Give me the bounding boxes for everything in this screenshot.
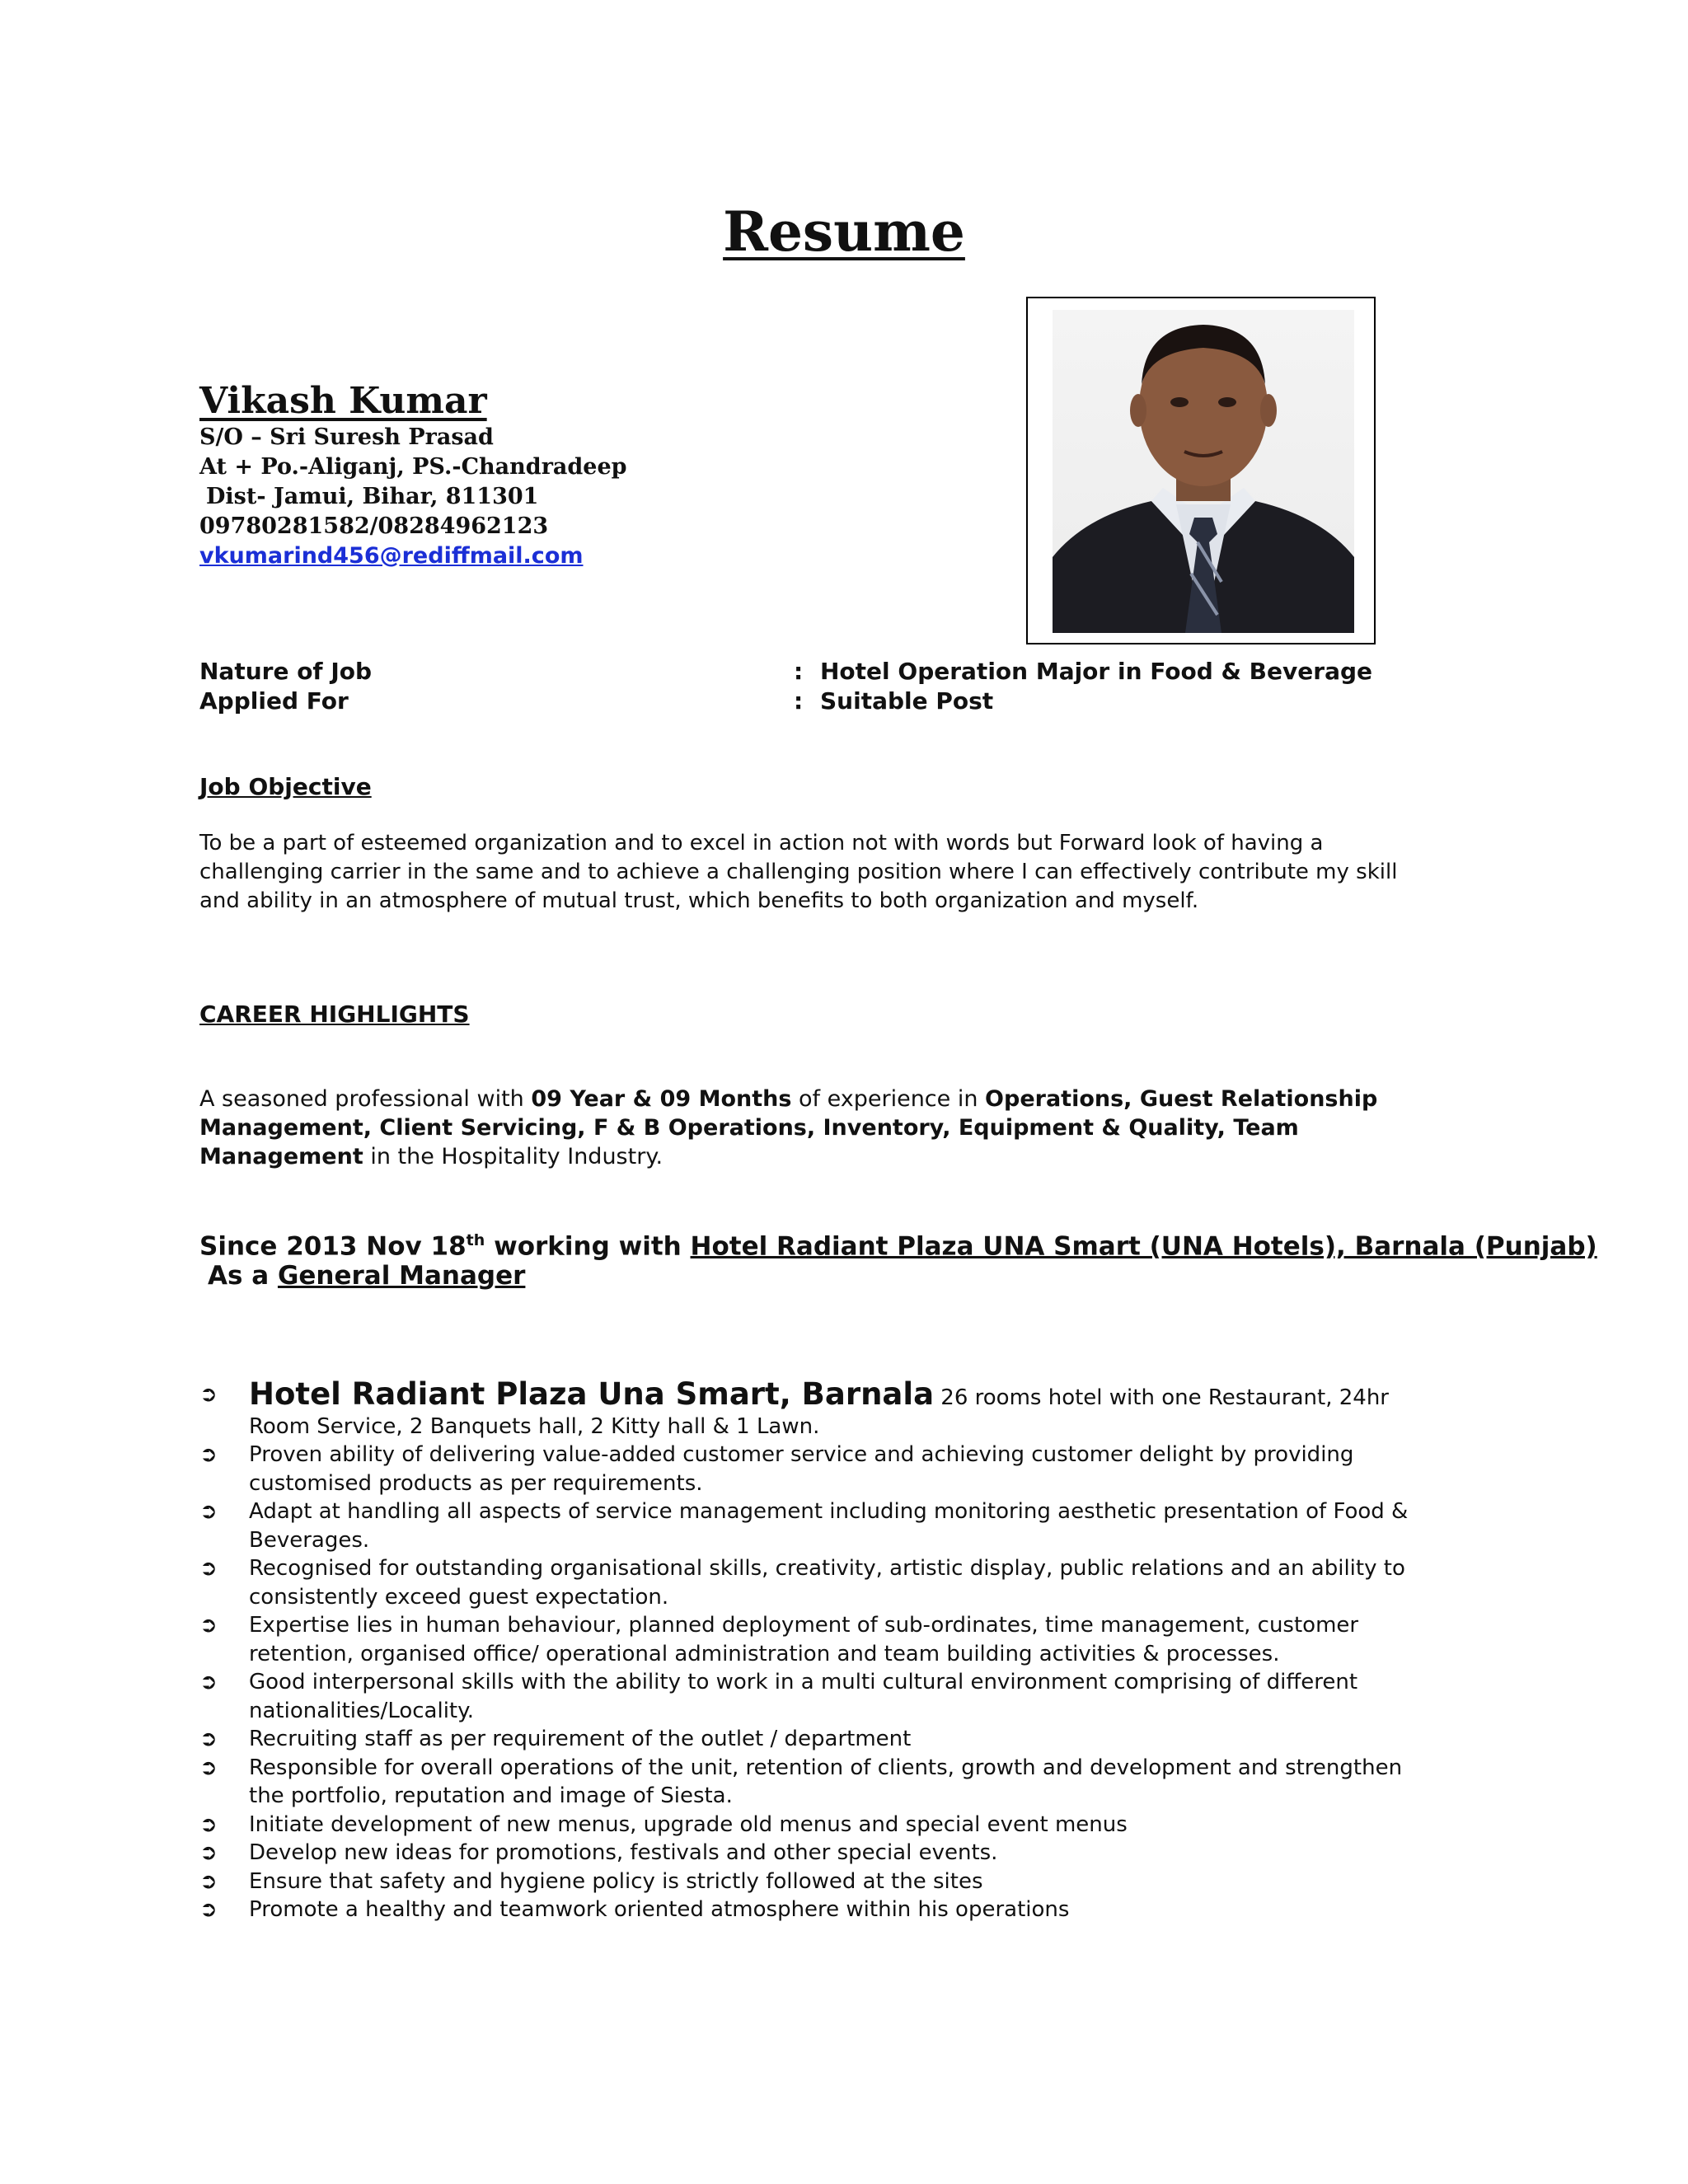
arrow-bullet-icon: ➲ [199, 1897, 218, 1922]
arrow-bullet-icon: ➲ [199, 1868, 218, 1894]
arrow-bullet-icon: ➲ [199, 1811, 218, 1837]
email-link[interactable]: vkumarind456@rediffmail.com [199, 542, 584, 569]
arrow-bullet-icon: ➲ [199, 1556, 218, 1581]
career-highlights-heading: CAREER HIGHLIGHTS [199, 1001, 470, 1028]
current-hotel: Hotel Radiant Plaza UNA Smart (UNA Hotels), Barnala (Punjab) [690, 1231, 1597, 1262]
field-value-applied-for: Suitable Post [820, 687, 994, 715]
arrow-bullet-icon: ➲ [199, 1613, 218, 1638]
list-item: ➲ Recruiting staff as per requirement of the outlet / department [199, 1725, 1428, 1754]
list-item: ➲ Expertise lies in human behaviour, planned deployment of sub-ordinates, time management, customer retention, organised office/ operational administration and team building activities & processes. [199, 1613, 1359, 1666]
arrow-bullet-icon: ➲ [199, 1727, 218, 1751]
list-item: ➲ Adapt at handling all aspects of service management including monitoring aesthetic presentation of Food & Beverages. [199, 1499, 1409, 1553]
arrow-bullet-icon: ➲ [199, 1840, 218, 1865]
list-item: ➲ Proven ability of delivering value-added customer service and achieving customer delight by providing customised products as per requirements. [199, 1442, 1354, 1496]
responsibilities-list [199, 1376, 1428, 1924]
current-role: General Manager [277, 1261, 526, 1291]
list-item: ➲ Good interpersonal skills with the ability to work in a multi cultural environment comprising of different nationalities/Locality. [199, 1670, 1358, 1723]
arrow-bullet-icon: ➲ [199, 1670, 218, 1694]
list-item: ➲ Recognised for outstanding organisational skills, creativity, artistic display, public relations and an ability to consistently exceed guest expectation. [199, 1556, 1405, 1610]
arrow-bullet-icon: ➲ [199, 1382, 218, 1407]
profile-photo [1053, 310, 1354, 633]
phone-numbers: 09780281582/08284962123 [199, 513, 549, 539]
candidate-name: Vikash Kumar [199, 380, 487, 422]
field-value-nature-of-job: Hotel Operation Major in Food & Beverage [820, 658, 1372, 685]
arrow-bullet-icon: ➲ [199, 1499, 218, 1524]
list-item: ➲ Promote a healthy and teamwork oriented atmosphere within his operations [199, 1896, 1428, 1924]
father-name: S/O – Sri Suresh Prasad [199, 424, 494, 450]
contact-block [199, 381, 627, 571]
profile-photo-frame [1026, 297, 1376, 644]
list-item: ➲ Hotel Radiant Plaza Una Smart, Barnala 26 rooms hotel with one Restaurant, 24hr Room Service, 2 Banquets hall, 2 Kitty hall & 1 Lawn. [199, 1376, 1389, 1439]
list-item: ➲ Ensure that safety and hygiene policy is strictly followed at the sites [199, 1868, 1428, 1896]
field-label-nature-of-job: Nature of Job [199, 658, 373, 685]
list-item: ➲ Responsible for overall operations of the unit, retention of clients, growth and development and strengthen the portfolio, reputation and image of Siesta. [199, 1755, 1403, 1808]
address-line: At + Po.-Aliganj, PS.-Chandradeep [199, 453, 627, 480]
current-employment: Since 2013 Nov 18th working with Hotel Radiant Plaza UNA Smart (UNA Hotels), Barnala (Punjab) As a General Manager [199, 1231, 1597, 1291]
district-line: Dist- Jamui, Bihar, 811301 [206, 483, 539, 509]
list-item: ➲ Develop new ideas for promotions, festivals and other special events. [199, 1839, 1428, 1868]
job-objective-text: To be a part of esteemed organization and to excel in action not with words but Forward look of having a challenging carrier in the same and to achieve a challenging position where I can effectively contribute my skill and ability in an atmosphere of mutual trust, which benefits to both organization and myself. [199, 831, 1398, 913]
career-highlights-text: A seasoned professional with 09 Year & 09 Months of experience in Operations, Guest Relationship Management, Client Servicing, F & B Operations, Inventory, Equipment & Quality, Team Management in the Hospitality Industry. [199, 1086, 1378, 1169]
arrow-bullet-icon: ➲ [199, 1755, 218, 1780]
page-title: Resume [723, 199, 965, 264]
list-item: ➲ Initiate development of new menus, upgrade old menus and special event menus [199, 1811, 1428, 1840]
field-sep: : [794, 658, 804, 685]
job-objective-heading: Job Objective [199, 773, 372, 800]
field-label-applied-for: Applied For [199, 687, 349, 715]
arrow-bullet-icon: ➲ [199, 1442, 218, 1467]
field-sep: : [794, 687, 804, 715]
